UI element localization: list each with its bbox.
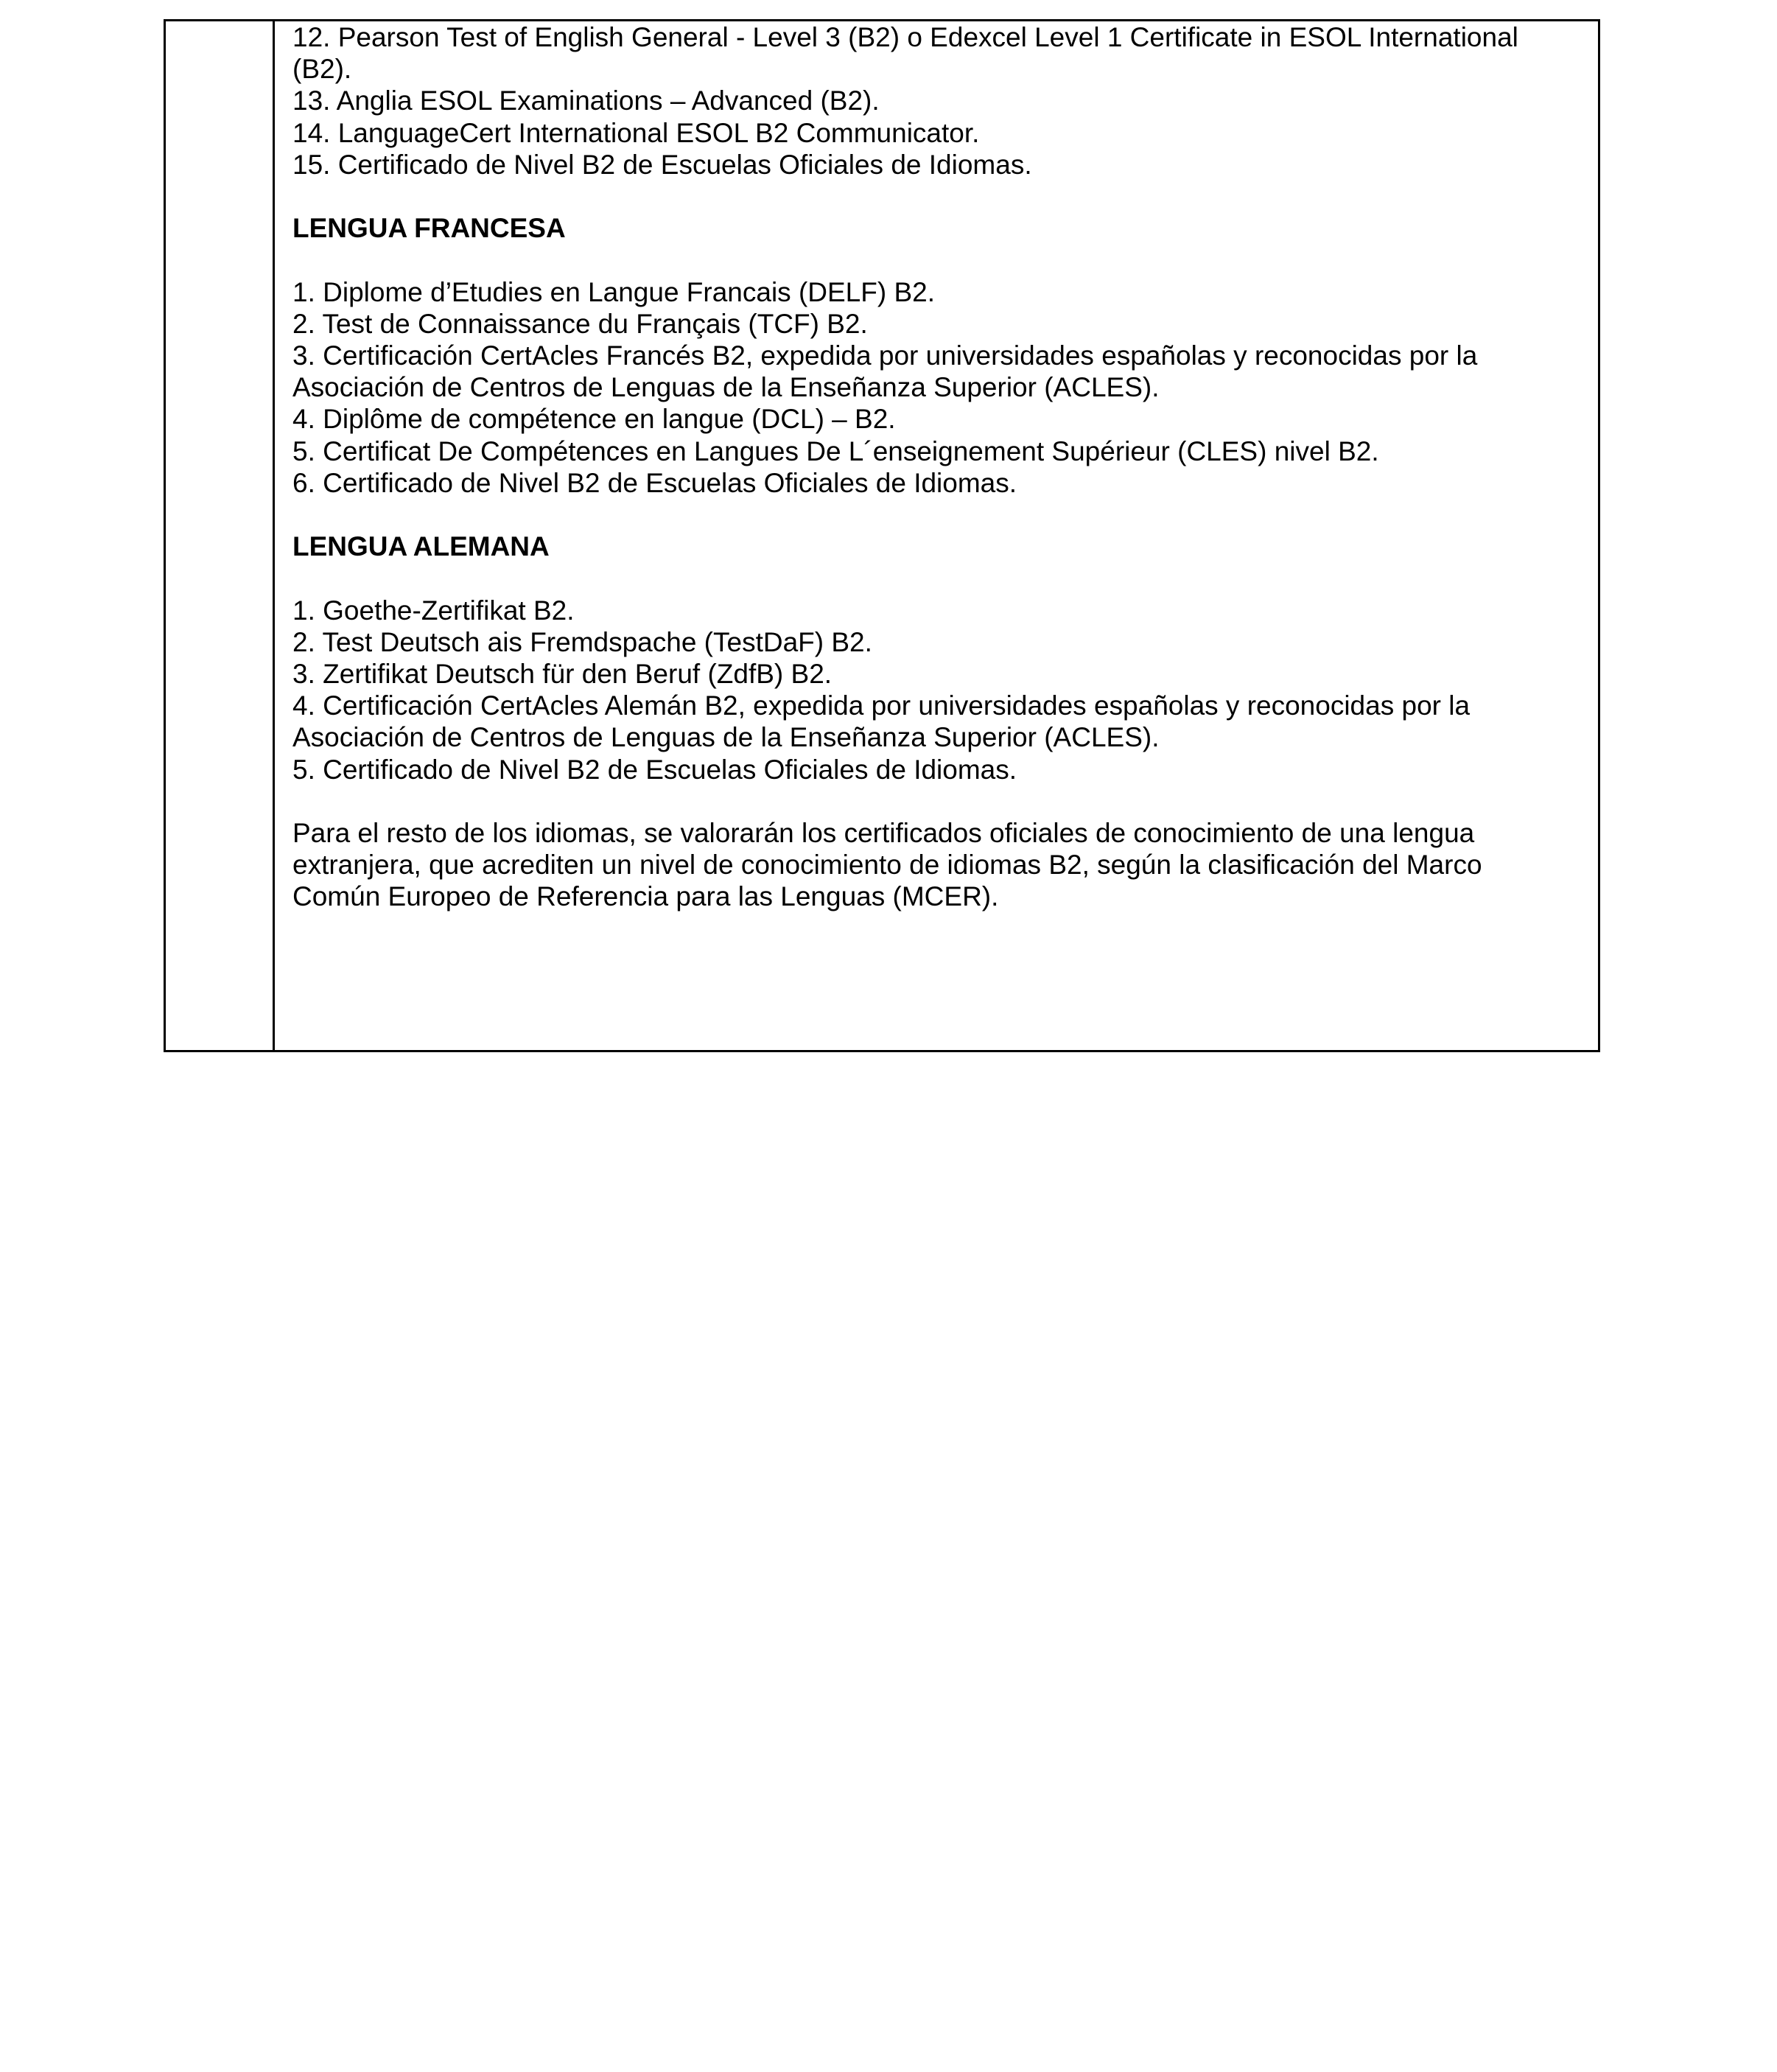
list-item: 2. Test Deutsch ais Fremdspache (TestDaF) B2. [292,626,872,657]
closing-paragraph [292,817,1589,913]
list-item: Asociación de Centros de Lenguas de la Enseñanza Superior (ACLES). [292,372,1160,403]
english-certificates-continued [292,21,1589,181]
list-item: 12. Pearson Test of English General - Level 3 (B2) o Edexcel Level 1 Certificate in ESOL International [292,22,1518,52]
german-heading: LENGUA ALEMANA [292,531,550,562]
list-item: 4. Diplôme de compétence en langue (DCL) – B2. [292,404,896,435]
paragraph-line: Común Europeo de Referencia para las Lenguas (MCER). [292,881,999,912]
table-content-cell [292,21,1589,913]
german-certificates-list [292,595,1589,785]
paragraph-line: extranjera, que acrediten un nivel de conocimiento de idiomas B2, según la clasificación del Marco [292,850,1482,881]
paragraph-line: Para el resto de los idiomas, se valorarán los certificados oficiales de conocimiento de una lengua [292,818,1475,848]
list-item: 3. Zertifikat Deutsch für den Beruf (ZdfB) B2. [292,659,833,689]
list-item: 14. LanguageCert International ESOL B2 Communicator. [292,117,980,148]
list-item: (B2). [292,54,352,85]
list-item: 6. Certificado de Nivel B2 de Escuelas Oficiales de Idiomas. [292,467,1017,498]
list-item: 5. Certificado de Nivel B2 de Escuelas Oficiales de Idiomas. [292,754,1017,785]
requirements-table [164,19,1600,1052]
list-item: 15. Certificado de Nivel B2 de Escuelas Oficiales de Idiomas. [292,149,1032,180]
list-item: 1. Goethe-Zertifikat B2. [292,595,575,626]
list-item: 4. Certificación CertAcles Alemán B2, expedida por universidades españolas y reconocidas por la [292,690,1471,721]
table-left-column [166,21,275,1050]
list-item: 1. Diplome d’Etudies en Langue Francais (DELF) B2. [292,276,935,307]
list-item: 5. Certificat De Compétences en Langues De L´enseignement Supérieur (CLES) nivel B2. [292,435,1379,466]
french-heading: LENGUA FRANCESA [292,213,566,244]
list-item: 3. Certificación CertAcles Francés B2, expedida por universidades españolas y reconocidas por la [292,340,1478,371]
french-certificates-list [292,276,1589,499]
list-item: 13. Anglia ESOL Examinations – Advanced (B2). [292,85,880,116]
list-item: Asociación de Centros de Lenguas de la Enseñanza Superior (ACLES). [292,722,1160,753]
list-item: 2. Test de Connaissance du Français (TCF) B2. [292,308,868,339]
